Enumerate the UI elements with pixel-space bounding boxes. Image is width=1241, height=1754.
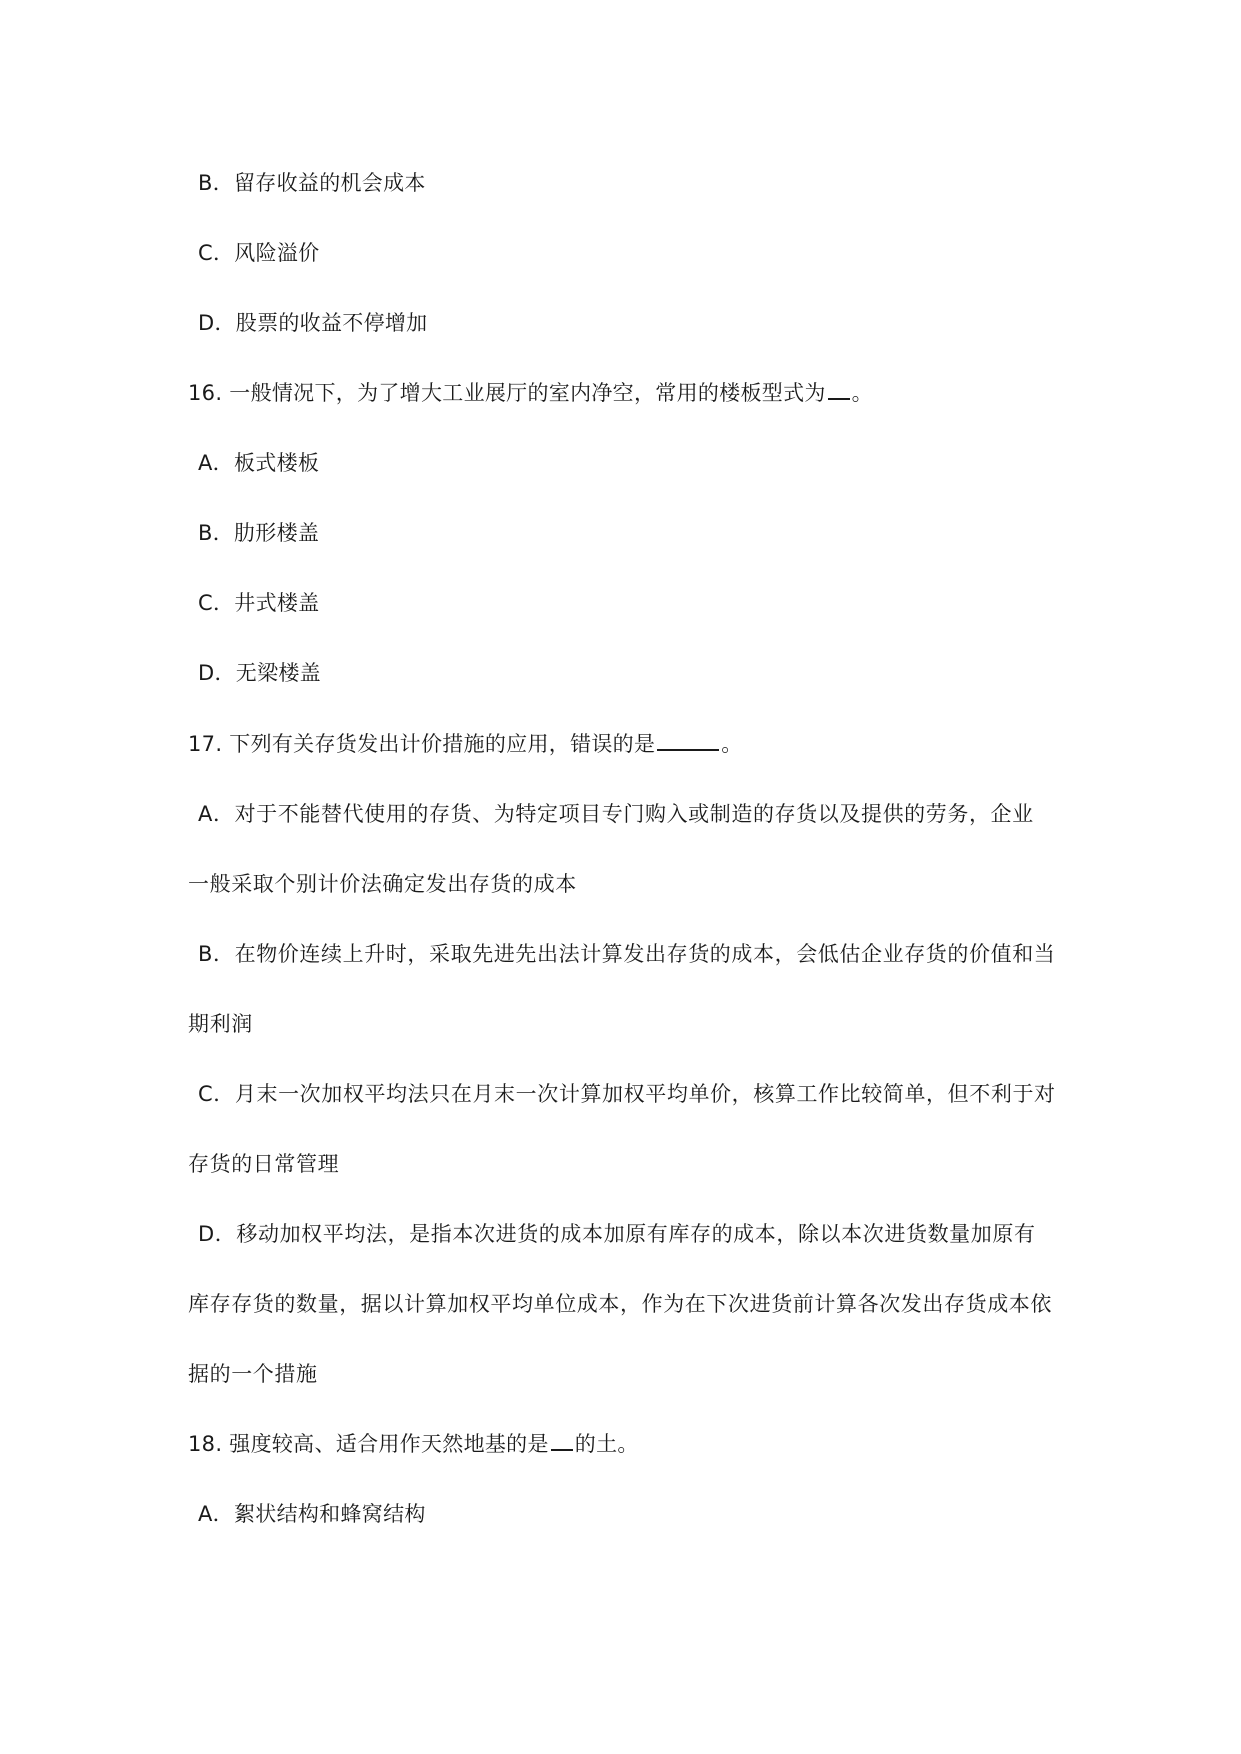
q17-option-c-line2: 存货的日常管理: [188, 1152, 340, 1176]
q17-stem-text: 17. 下列有关存货发出计价措施的应用，错误的是: [188, 732, 656, 756]
q17-stem-end: 。: [721, 732, 743, 756]
q18-stem-text: 18. 强度较高、适合用作天然地基的是: [188, 1432, 549, 1456]
q16-option-b: B．肋形楼盖: [198, 521, 320, 545]
q16-option-c: C．井式楼盖: [198, 591, 320, 615]
q16-answer-blank: [828, 378, 850, 400]
q17-option-d-line3: 据的一个措施: [188, 1362, 318, 1386]
q15-option-d: D．股票的收益不停增加: [198, 311, 428, 335]
q16-option-a: A．板式楼板: [198, 451, 320, 475]
q17-answer-blank: [657, 729, 719, 751]
q15-option-b: B．留存收益的机会成本: [198, 171, 426, 195]
q17-option-d-line1: D．移动加权平均法，是指本次进货的成本加原有库存的成本，除以本次进货数量加原有: [198, 1222, 1036, 1246]
q18-answer-blank: [551, 1429, 573, 1451]
q18-option-a: A．絮状结构和蜂窝结构: [198, 1502, 426, 1526]
q17-option-a-line1: A．对于不能替代使用的存货、为特定项目专门购入或制造的存货以及提供的劳务，企业: [198, 802, 1034, 826]
q17-option-d-line2: 库存存货的数量，据以计算加权平均单位成本，作为在下次进货前计算各次发出存货成本依: [188, 1292, 1052, 1316]
q17-stem: [188, 729, 1058, 759]
q17-option-a-line2: 一般采取个别计价法确定发出存货的成本: [188, 872, 577, 896]
q16-stem-end: 。: [851, 381, 873, 405]
q16-stem: [188, 378, 1058, 408]
q16-option-d: D．无梁楼盖: [198, 661, 321, 685]
q18-stem: [188, 1429, 1058, 1459]
q18-stem-end: 的土。: [574, 1432, 639, 1456]
q17-option-c-line1: C．月末一次加权平均法只在月末一次计算加权平均单价，核算工作比较简单，但不利于对: [198, 1082, 1056, 1106]
q17-option-b-line1: B．在物价连续上升时，采取先进先出法计算发出存货的成本，会低估企业存货的价值和当: [198, 942, 1056, 966]
q17-option-b-line2: 期利润: [188, 1012, 253, 1036]
q15-option-c: C．风险溢价: [198, 241, 320, 265]
q16-stem-text: 16. 一般情况下，为了增大工业展厅的室内净空，常用的楼板型式为: [188, 381, 826, 405]
